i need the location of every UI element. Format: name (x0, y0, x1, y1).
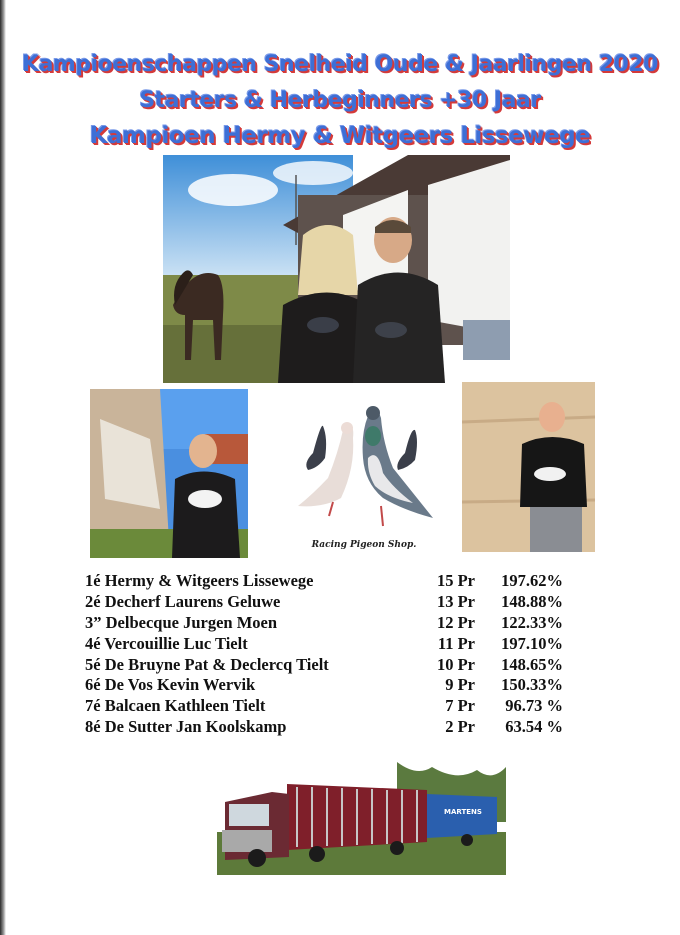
result-count: 9 Pr (445, 675, 475, 695)
result-count: 10 Pr (436, 654, 475, 674)
pigeon-transport-truck-photo (217, 762, 506, 875)
result-count: 12 Pr (436, 612, 475, 632)
result-count: 2 Pr (445, 717, 475, 737)
result-name: 7é Balcaen Kathleen Tielt (85, 696, 266, 716)
result-row (85, 696, 575, 717)
result-name: 8é De Sutter Jan Koolskamp (85, 717, 287, 737)
result-name: 3” Delbecque Jurgen Moen (85, 612, 278, 632)
result-row (85, 592, 575, 613)
result-count: 13 Pr (436, 591, 475, 611)
fancier-photo-right (462, 382, 595, 552)
result-count: 11 Pr (437, 633, 475, 653)
logo-caption: Racing Pigeon Shop. (311, 540, 417, 550)
truck-side-text: MARTENS (444, 808, 482, 816)
result-name: 5é De Bruyne Pat & Declercq Tielt (85, 654, 329, 674)
result-percentage: 96.73 % (505, 696, 563, 716)
title-line-3: Kampioen Hermy & Witgeers Lissewege (89, 123, 591, 149)
result-row (85, 613, 575, 634)
result-percentage: 148.88% (501, 591, 563, 611)
result-percentage: 63.54 % (505, 717, 563, 737)
title-line-1: Kampioenschappen Snelheid Oude & Jaarlingen 2020 (22, 52, 658, 77)
results-list (85, 571, 575, 738)
racing-pigeon-shop-logo (283, 398, 445, 554)
title-line-2: Starters & Herbeginners +30 Jaar (139, 88, 541, 113)
result-percentage: 150.33% (501, 675, 563, 695)
result-row (85, 717, 575, 738)
result-name: 6é De Vos Kevin Wervik (85, 675, 256, 695)
result-percentage: 197.10% (501, 633, 563, 653)
result-name: 4é Vercouillie Luc Tielt (85, 633, 248, 653)
result-count: 15 Pr (436, 571, 475, 590)
result-row (85, 634, 575, 655)
champions-photo (163, 155, 510, 383)
result-row (85, 655, 575, 676)
result-percentage: 197.62% (501, 571, 563, 590)
fancier-photo-left (90, 389, 248, 558)
result-row (85, 571, 575, 592)
result-name: 2é Decherf Laurens Geluwe (85, 591, 281, 611)
result-count: 7 Pr (445, 696, 475, 716)
result-row (85, 675, 575, 696)
result-percentage: 122.33% (501, 612, 563, 632)
result-name: 1é Hermy & Witgeers Lissewege (85, 571, 314, 590)
result-percentage: 148.65% (501, 654, 563, 674)
